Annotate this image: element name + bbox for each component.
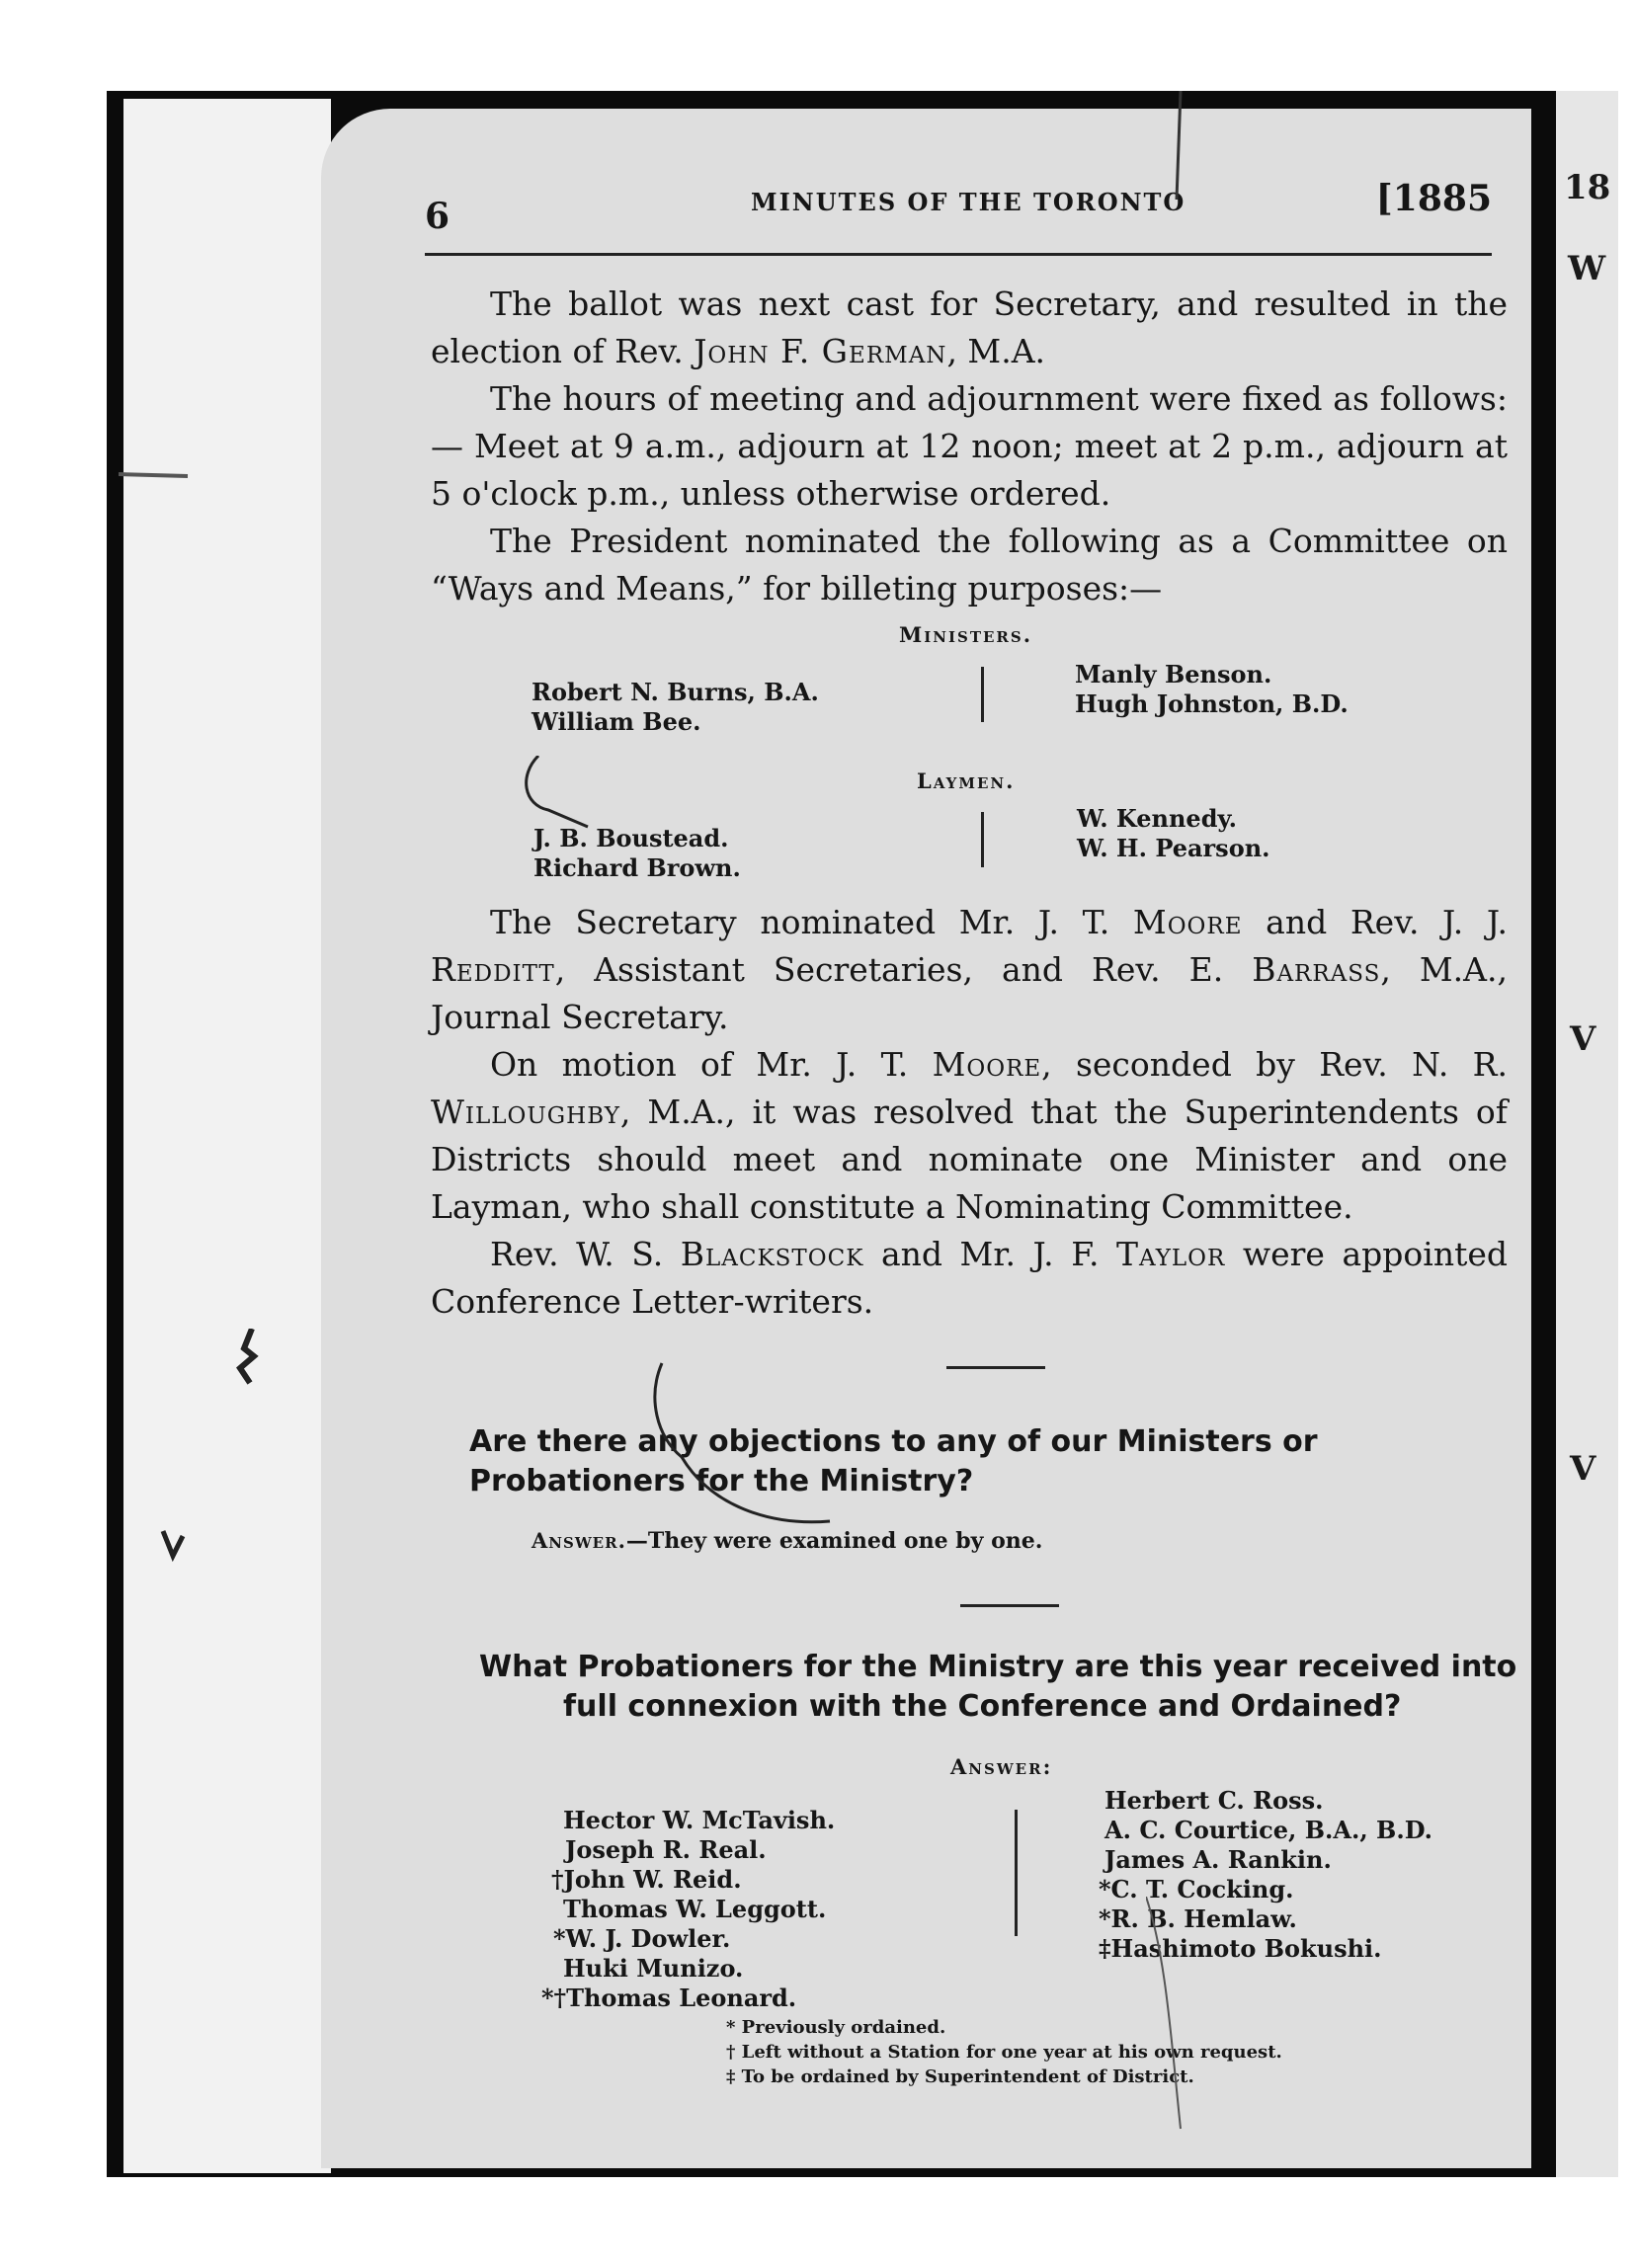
person-name: Blackstock bbox=[680, 1235, 864, 1273]
proceedings-paragraphs bbox=[431, 899, 1508, 1326]
paragraph-committee: The President nominated the following as a Committee on “Ways and Means,” for billeting purposes:— bbox=[431, 522, 1508, 608]
adjacent-page-fragment: V bbox=[1570, 1019, 1596, 1059]
adjacent-page-edge bbox=[1556, 91, 1618, 2177]
margin-speck bbox=[119, 464, 198, 484]
name-entry: J. B. Boustead. bbox=[533, 824, 729, 852]
question-objections: Are there any objections to any of our Ministers or Probationers for the Ministry? bbox=[469, 1424, 1318, 1498]
name-entry: *C. T. Cocking. bbox=[1099, 1875, 1294, 1904]
name-entry: †John W. Reid. bbox=[551, 1865, 742, 1894]
person-name: John F. German bbox=[694, 332, 947, 370]
name-entry: James A. Rankin. bbox=[1104, 1845, 1332, 1874]
question-probationers bbox=[479, 1648, 1546, 1727]
paragraph-hours: The hours of meeting and adjournment were fixed as follows:— Meet at 9 a.m., adjourn at 12 noon; meet at 2 p.m., adjourn at 5 o'clock p.m., unless otherwise ordered. bbox=[431, 379, 1508, 513]
person-name: Willoughby bbox=[431, 1093, 620, 1131]
name-entry: Robert N. Burns, B.A. bbox=[532, 678, 819, 706]
page-number: 6 bbox=[425, 196, 450, 237]
pencil-mark bbox=[622, 1358, 850, 1536]
name-entry: Manly Benson. bbox=[1075, 660, 1272, 688]
film-scratch bbox=[1171, 91, 1190, 209]
paragraph-secretaries: The Secretary nominated Mr. J. T. Moore and Rev. J. J. Redditt, Assistant Secretaries, and Rev. E. Barrass, M.A., Journal Secretary. bbox=[431, 903, 1508, 1036]
pencil-mark bbox=[519, 756, 598, 830]
person-name: Taylor bbox=[1116, 1235, 1226, 1273]
question-line: What Probationers for the Ministry are this year received into bbox=[479, 1650, 1517, 1684]
ministers-right-list bbox=[1075, 660, 1349, 719]
name-entry: *R. B. Hemlaw. bbox=[1099, 1904, 1297, 1933]
running-title: MINUTES OF THE TORONTO bbox=[751, 188, 1186, 216]
name-entry: W. Kennedy. bbox=[1077, 804, 1238, 833]
laymen-right-list bbox=[1077, 804, 1270, 863]
column-divider bbox=[981, 667, 984, 722]
adjacent-page-fragment: 18 bbox=[1564, 168, 1611, 207]
paragraph-letter-writers: Rev. W. S. Blackstock and Mr. J. F. Taylor were appointed Conference Letter-writers. bbox=[431, 1235, 1509, 1321]
footnote: * Previously ordained. bbox=[726, 2017, 946, 2038]
ministers-label: Ministers. bbox=[899, 622, 1033, 647]
person-name: Barrass bbox=[1252, 950, 1381, 989]
header-rule bbox=[425, 253, 1492, 256]
person-name: Redditt bbox=[431, 950, 555, 989]
footnote: † Left without a Station for one year at his own request. bbox=[726, 2042, 1282, 2063]
margin-speck bbox=[158, 1526, 188, 1566]
name-entry: Hugh Johnston, B.D. bbox=[1075, 689, 1349, 718]
name-entry: Herbert C. Ross. bbox=[1104, 1786, 1324, 1815]
film-scratch bbox=[1146, 1897, 1205, 2134]
answer-label: Answer: bbox=[950, 1754, 1053, 1779]
section-divider bbox=[960, 1604, 1059, 1607]
page-year: [1885 bbox=[1375, 178, 1492, 219]
name-entry: Joseph R. Real. bbox=[565, 1835, 767, 1864]
laymen-label: Laymen. bbox=[917, 769, 1016, 793]
section-divider bbox=[946, 1366, 1045, 1369]
name-entry: Huki Munizo. bbox=[563, 1954, 744, 1983]
person-name: Moore bbox=[1132, 903, 1243, 941]
paragraph-motion: On motion of Mr. J. T. Moore, seconded by Rev. N. R. Willoughby, M.A., it was resolved that the Superintendents of Districts should meet and nominate one Minister and one Layman, who shall constitute a Nominating Committee. bbox=[431, 1045, 1508, 1226]
name-entry: Hector W. McTavish. bbox=[563, 1806, 836, 1834]
question-line: full connexion with the Conference and Ordained? bbox=[563, 1689, 1402, 1724]
paragraph-secretary-ballot: The ballot was next cast for Secretary, and resulted in the election of Rev. John F. German, M.A. bbox=[431, 284, 1508, 370]
column-divider bbox=[1015, 1810, 1018, 1936]
footnote: ‡ To be ordained by Superintendent of District. bbox=[726, 2066, 1194, 2087]
name-entry: Richard Brown. bbox=[533, 853, 741, 882]
name-entry: Thomas W. Leggott. bbox=[563, 1895, 827, 1923]
page-header bbox=[425, 178, 1492, 237]
name-entry: *†Thomas Leonard. bbox=[541, 1984, 797, 2012]
adjacent-page-fragment: W bbox=[1568, 249, 1606, 288]
ministers-left-list bbox=[532, 678, 819, 737]
name-entry: W. H. Pearson. bbox=[1077, 834, 1270, 862]
name-entry: A. C. Courtice, B.A., B.D. bbox=[1104, 1816, 1433, 1844]
margin-speck bbox=[232, 1329, 272, 1388]
answer-label: Answer. bbox=[532, 1528, 626, 1553]
probationers-left-list bbox=[541, 1806, 836, 2013]
name-entry: William Bee. bbox=[532, 707, 701, 736]
name-entry: *W. J. Dowler. bbox=[553, 1924, 731, 1953]
column-divider bbox=[981, 812, 984, 867]
name-entry: ‡Hashimoto Bokushi. bbox=[1099, 1934, 1382, 1963]
adjacent-page-fragment: V bbox=[1570, 1449, 1596, 1489]
opening-paragraphs bbox=[431, 281, 1508, 612]
left-margin-strip bbox=[123, 99, 331, 2173]
laymen-left-list bbox=[533, 824, 741, 883]
person-name: Moore bbox=[932, 1045, 1042, 1084]
answer-objections: Answer.—They were examined one by one. bbox=[532, 1528, 1043, 1554]
